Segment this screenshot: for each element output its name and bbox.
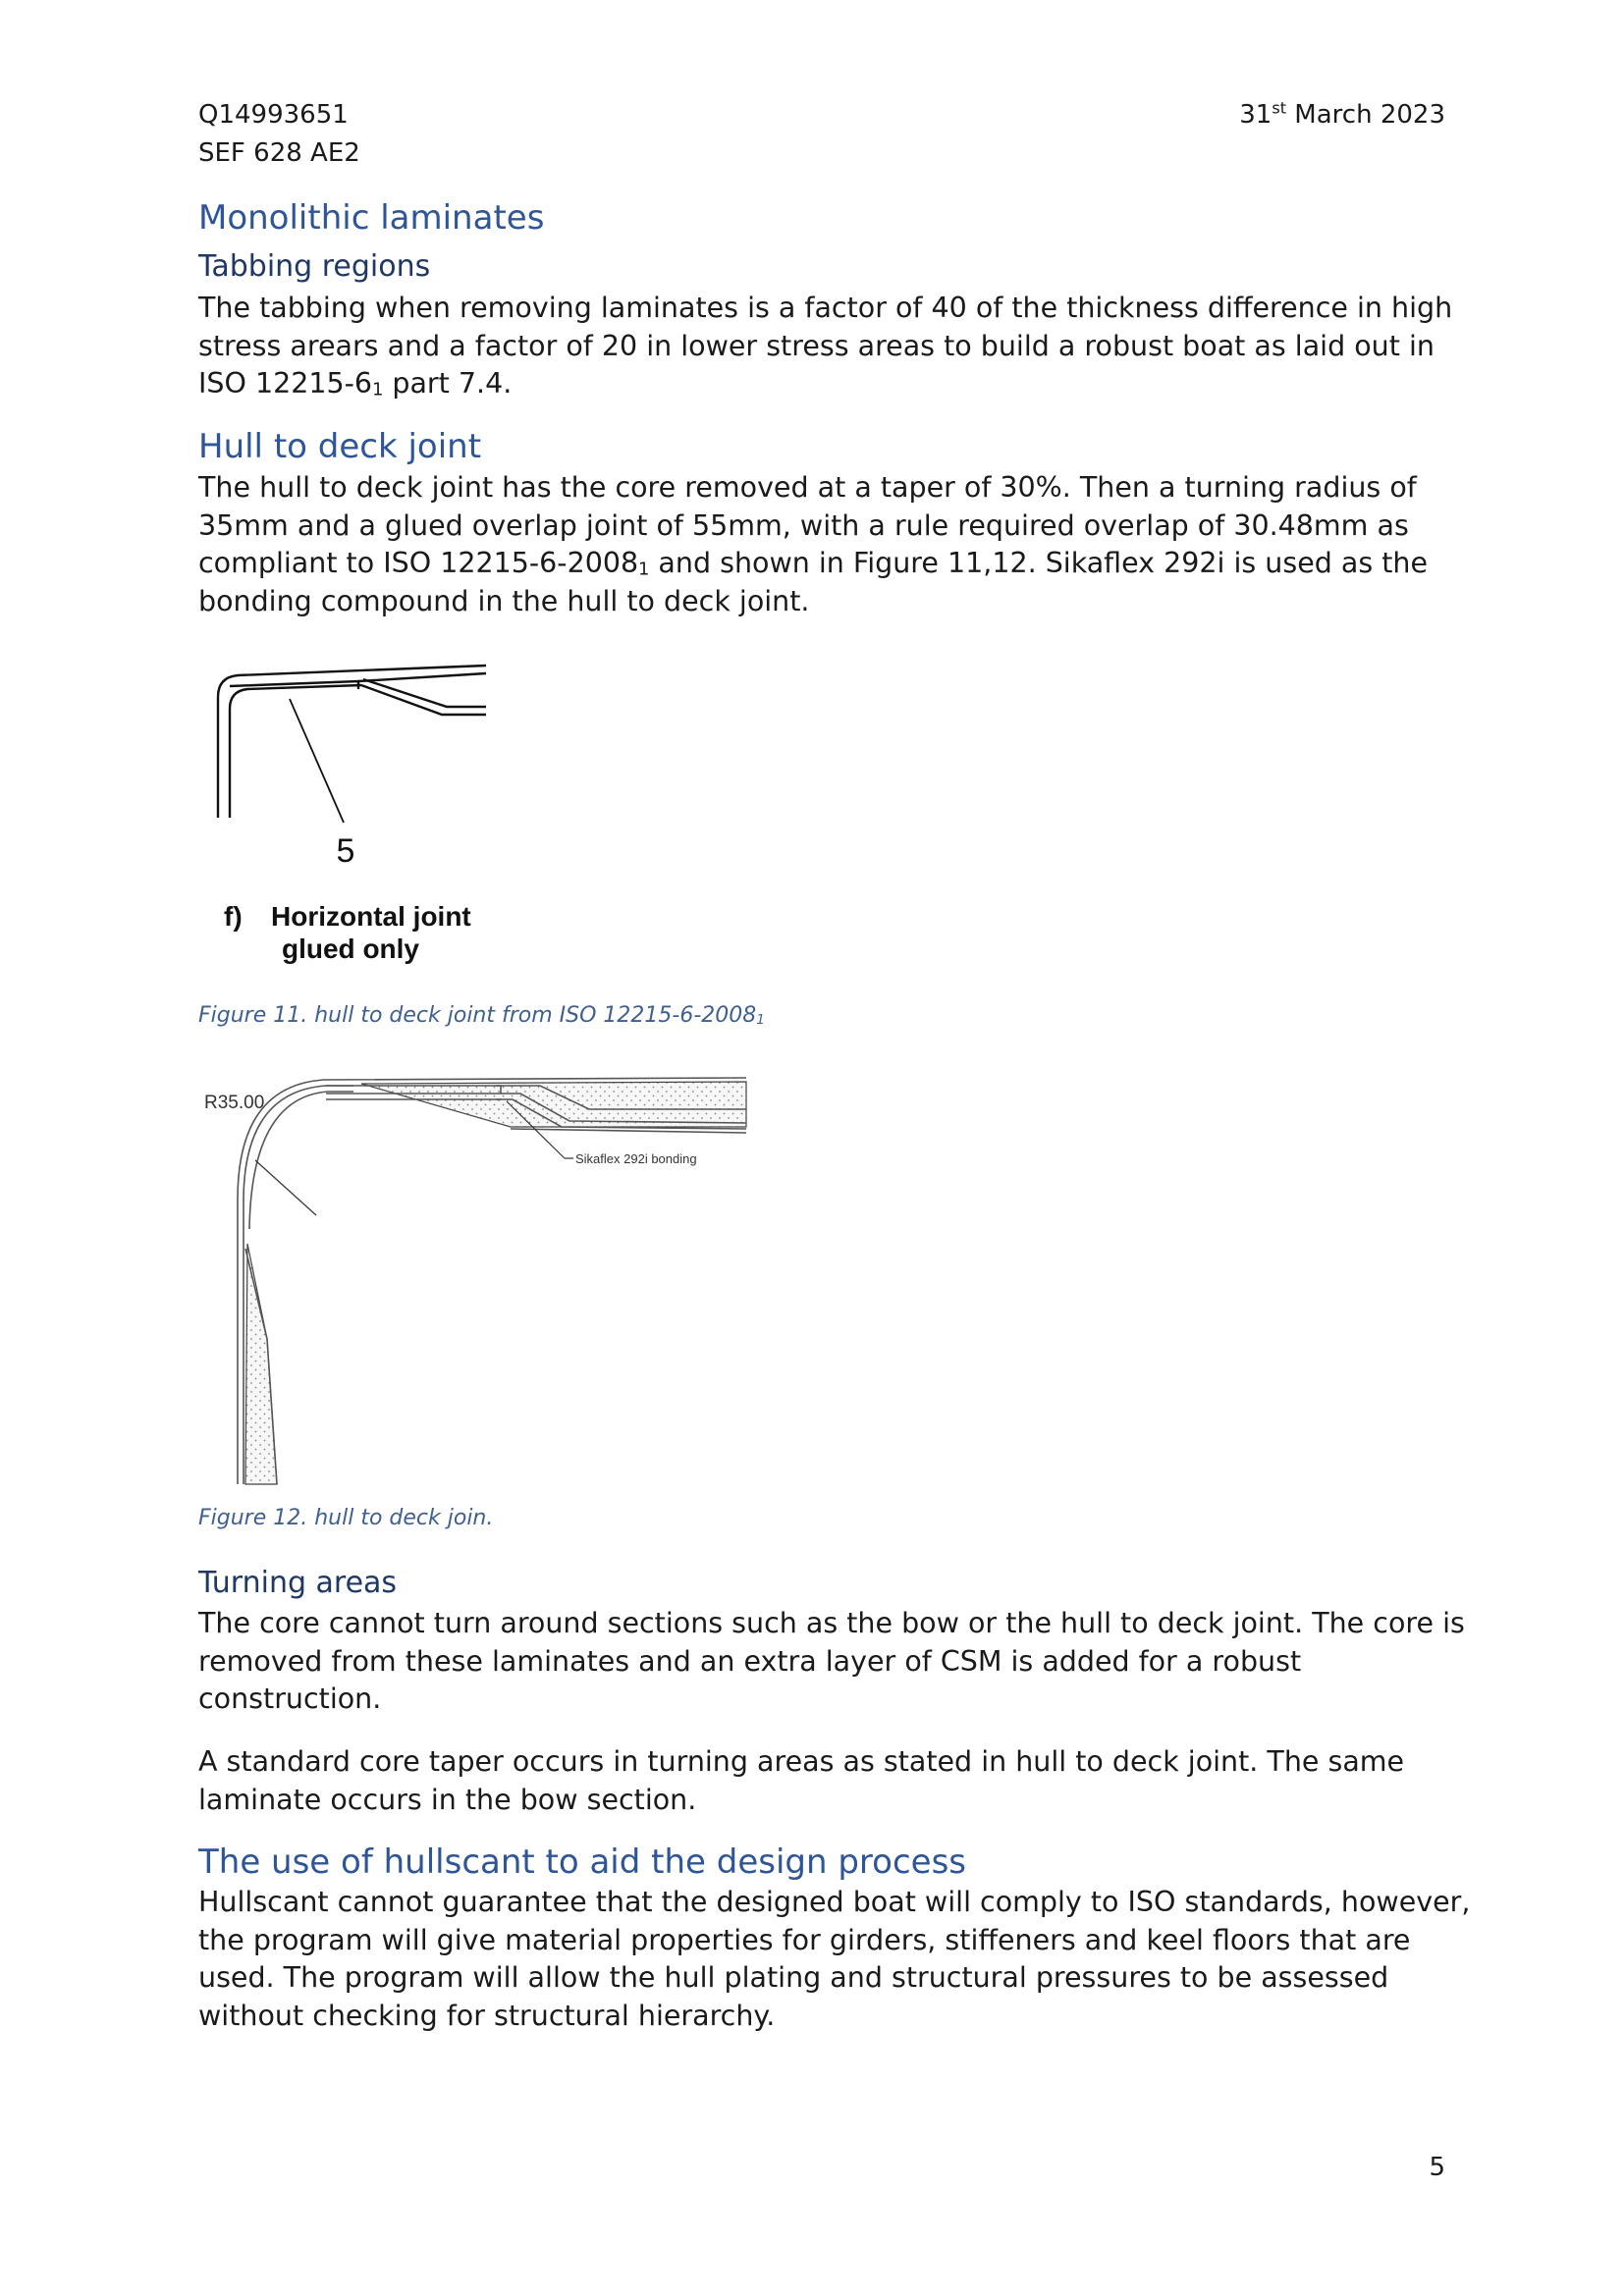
skin-laminates	[238, 1078, 746, 1484]
radius-label: R35.00	[204, 1093, 265, 1113]
figure-12-caption: Figure 12. hull to deck join.	[198, 1506, 494, 1530]
figure-11-label-line2: glued only	[282, 934, 419, 964]
figure-11-caption	[198, 1001, 765, 1031]
figure-11-label-line1: Horizontal joint	[271, 901, 471, 932]
hull-deck-text-end: and shown in Figure 11,12. Sikaflex 292i is used as the bonding compound in the hull to deck joint.	[198, 547, 1429, 617]
deck-core	[361, 1082, 746, 1127]
hullscant-paragraph: Hullscant cannot guarantee that the designed boat will comply to ISO standards, however, the program will give material properties for girders, stiffeners and keel floors that are used. The program will allow the hull plating and structural pressures to be assessed without checking for structural hierarchy.	[198, 1886, 1471, 2032]
tabbing-text-end: part 7.4.	[383, 367, 513, 400]
hull-deck-paragraph	[198, 469, 1485, 620]
joint-drawing	[218, 666, 486, 823]
date-day: 31	[1239, 100, 1272, 130]
tabbing-paragraph	[198, 290, 1485, 403]
figure-11-caption-text: Figure 11. hull to deck joint from ISO 12215-6-2008	[198, 1003, 757, 1028]
date-suffix: st	[1272, 98, 1287, 118]
tabbing-reference: 1	[372, 380, 384, 400]
heading-turning-areas: Turning areas	[198, 1566, 398, 1600]
hull-core	[245, 1244, 277, 1484]
figure-11-callout: 5	[336, 832, 355, 870]
header-date	[1239, 96, 1445, 134]
radius-leader-line	[255, 1160, 316, 1215]
hull-deck-reference: 1	[638, 560, 650, 580]
page-number: 5	[1429, 2153, 1445, 2182]
figure-11-diagram	[196, 658, 511, 982]
hull-deck-text: The hull to deck joint has the core removed at a taper of 30%. Then a turning radius of 35mm and a glued overlap joint of 55mm, with a rule required overlap of 30.48mm as compliant to ISO 12215-6-2008	[198, 471, 1417, 579]
bonding-label: Sikaflex 292i bonding	[575, 1151, 697, 1166]
turning-paragraph-2: A standard core taper occurs in turning areas as stated in hull to deck joint. The same laminate occurs in the bow section.	[198, 1745, 1405, 1816]
turning-paragraph-1: The core cannot turn around sections such as the bow or the hull to deck joint. The core is removed from these laminates and an extra layer of CSM is added for a robust construction.	[198, 1607, 1465, 1715]
heading-tabbing-regions: Tabbing regions	[198, 249, 431, 284]
date-rest: March 2023	[1286, 100, 1445, 130]
heading-hull-to-deck-joint: Hull to deck joint	[198, 427, 482, 466]
figure-11-caption-reference: 1	[756, 1012, 765, 1029]
tabbing-text: The tabbing when removing laminates is a factor of 40 of the thickness difference in high stress arears and a factor of 20 in lower stress areas to build a robust boat as laid out in ISO 12215-6	[198, 292, 1453, 400]
heading-monolithic-laminates: Monolithic laminates	[198, 198, 545, 238]
figure-11-label-letter: f)	[224, 901, 243, 932]
module-code: SEF 628 AE2	[198, 138, 360, 168]
figure-12-diagram	[196, 1072, 756, 1489]
document-id: Q14993651	[198, 100, 349, 130]
heading-hullscant: The use of hullscant to aid the design process	[198, 1842, 966, 1882]
